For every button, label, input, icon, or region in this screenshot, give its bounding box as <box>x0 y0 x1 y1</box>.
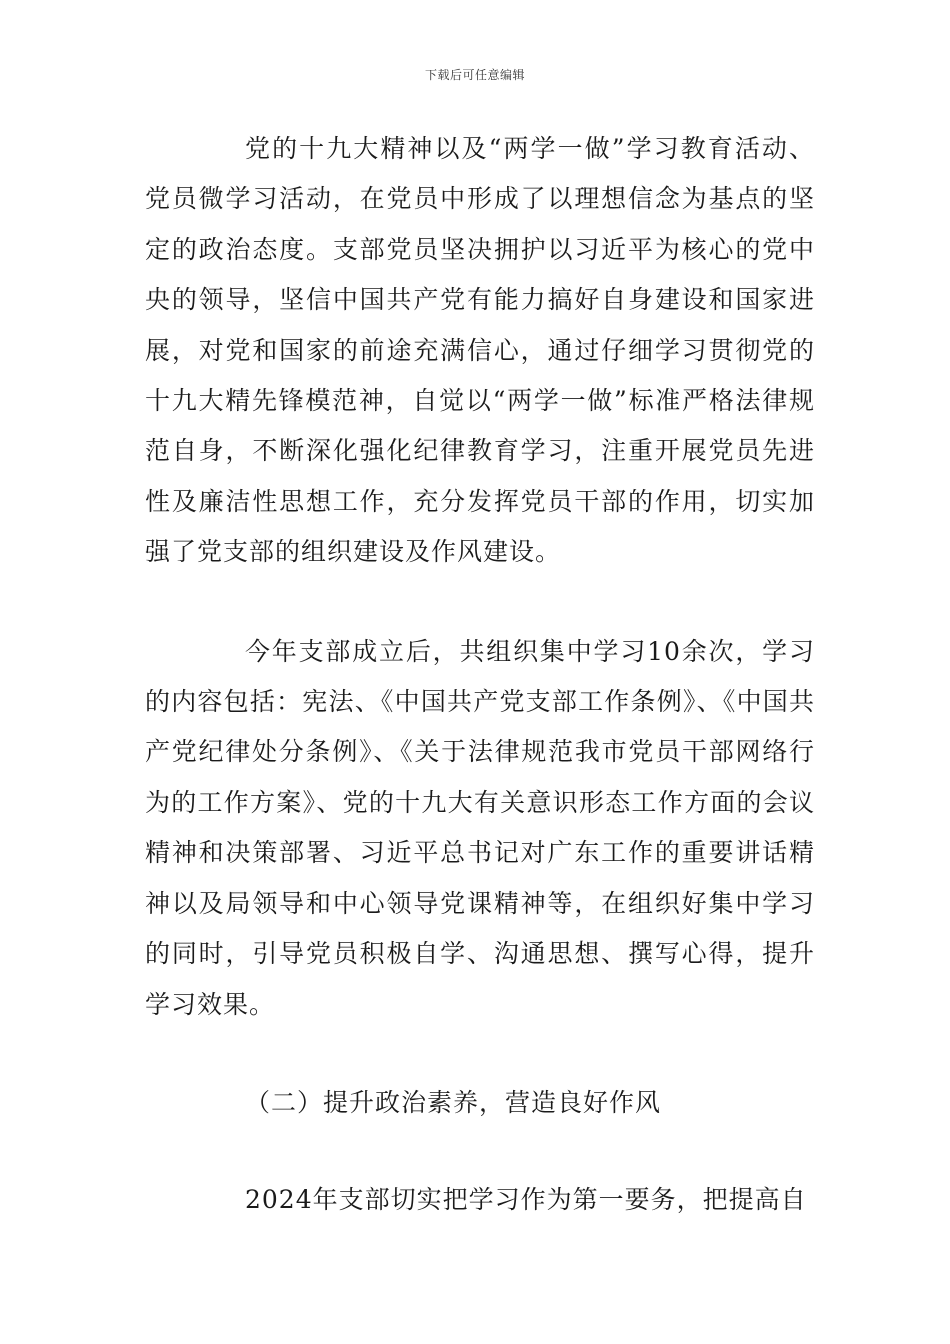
paragraph-2024-work: 2024年支部切实把学习作为第一要务，把提高自 <box>245 1185 807 1215</box>
paragraph-study-sessions: 今年支部成立后，共组织集中学习10余次，学习的内容包括：宪法、《中国共产党支部工作条例》、《中国共产党纪律处分条例》、《关于法律规范我市党员干部网络行为的工作方案》、党的十九大有关意识形态工作方面的会议精神和决策部署、习近平总书记对广东工作的重要讲话精神以及局领导和中心领导党课精神等，在组织好集中学习的同时，引导党员积极自学、沟通思想、撰写心得，提升学习效果。 <box>145 636 815 1019</box>
paragraph-political-stance: 党的十九大精神以及“两学一做”学习教育活动、党员微学习活动，在党员中形成了以理想信念为基点的坚定的政治态度。支部党员坚决拥护以习近平为核心的党中央的领导，坚信中国共产党有能力搞好自身建设和国家进展，对党和国家的前途充满信心，通过仔细学习贯彻党的十九大精先锋模范神，自觉以“两学一做”标准严格法律规范自身，不断深化强化纪律教育学习，注重开展党员先进性及廉洁性思想工作，充分发挥党员干部的作用，切实加强了党支部的组织建设及作风建设。 <box>145 134 815 567</box>
document-body <box>145 124 815 1226</box>
section-heading: （二）提升政治素养，营造良好作风 <box>245 1087 662 1117</box>
header-note: 下载后可任意编辑 <box>424 68 525 82</box>
